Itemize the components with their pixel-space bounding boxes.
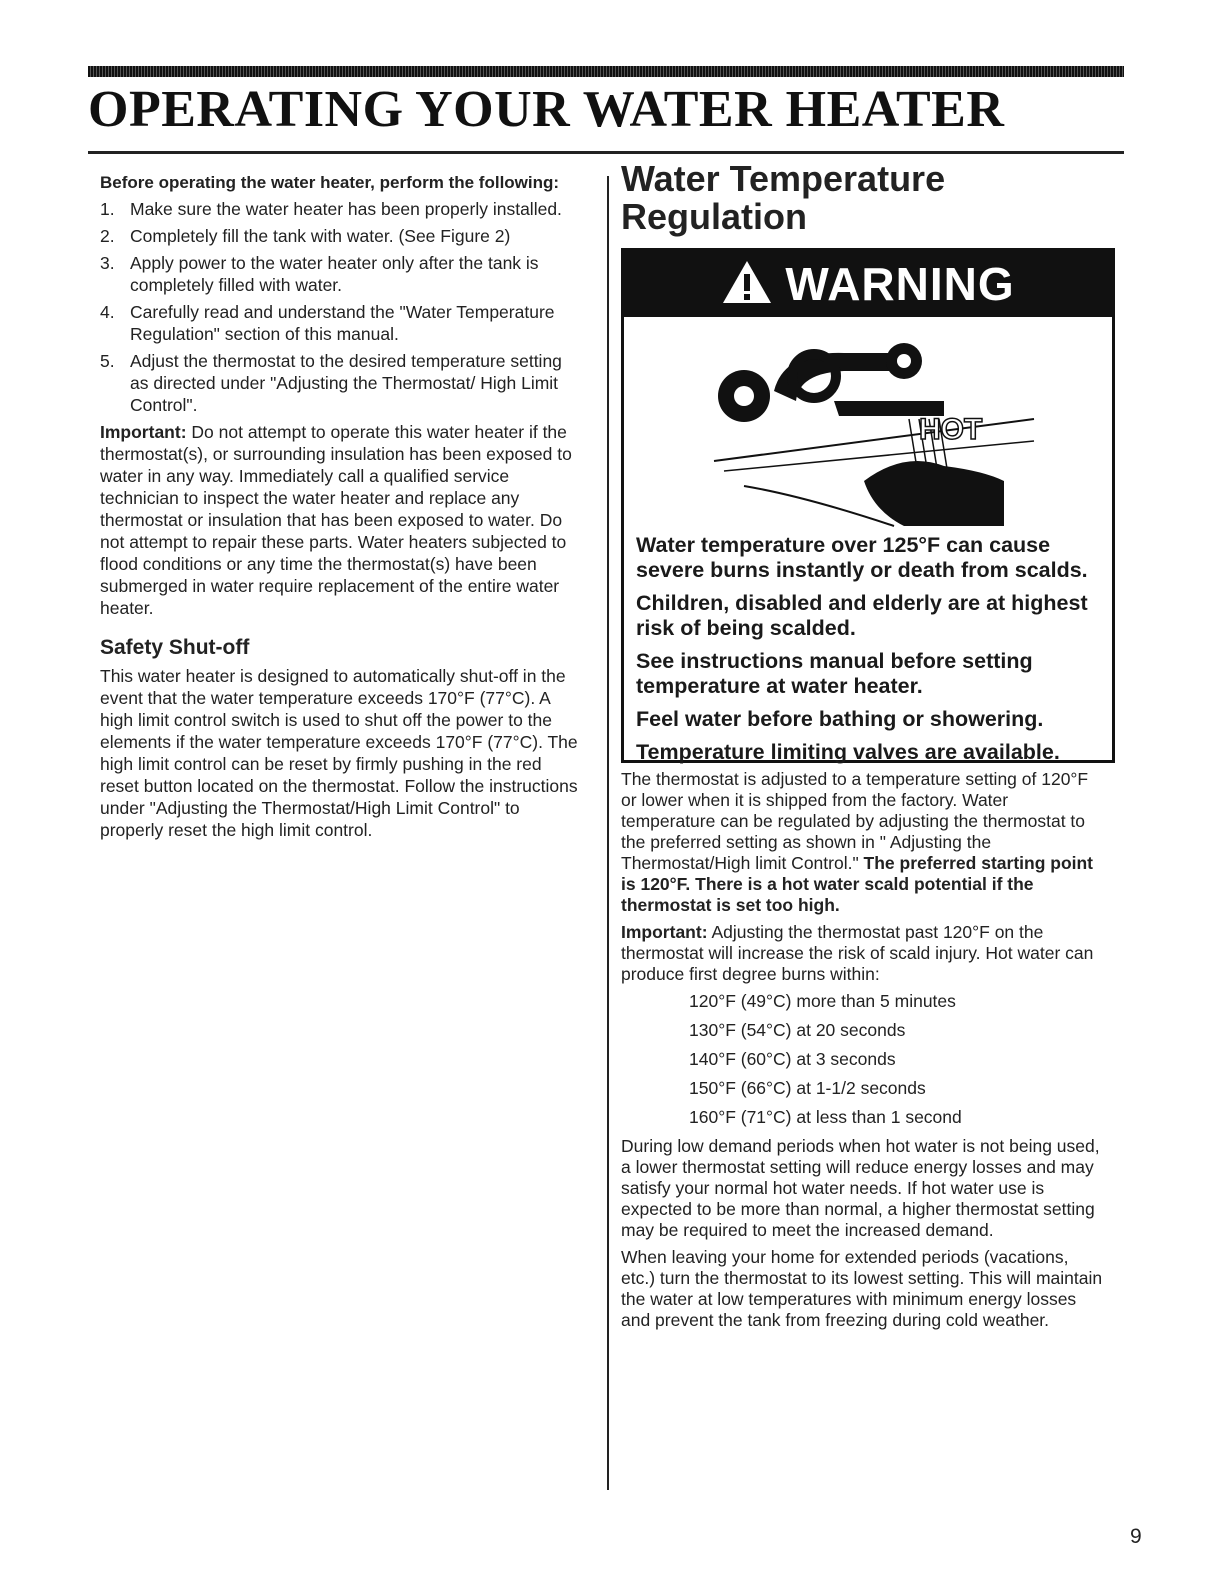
important-note bbox=[621, 922, 1105, 985]
steps-list bbox=[100, 198, 585, 416]
warning-line: Feel water before bathing or showering. bbox=[636, 707, 1044, 731]
section-title-line2: Regulation bbox=[621, 196, 807, 237]
warning-triangle-icon bbox=[721, 259, 773, 310]
step-text: Make sure the water heater has been properly installed. bbox=[130, 199, 562, 219]
safety-heading: Safety Shut-off bbox=[100, 636, 250, 659]
list-item: 140°F (60°C) at 3 seconds bbox=[689, 1049, 896, 1069]
list-item bbox=[100, 350, 585, 416]
important-text: Do not attempt to operate this water heater if the thermostat(s), or surrounding insulation has been exposed to water in any way. Immediately call a qualified service technician to inspect the water heater and replace any thermostat or insulation that has been exposed to water. Do not attempt to repair these parts. Water heaters subjected to flood conditions or any time the thermostat(s) have been submerged in water require replacement of the entire water heater. bbox=[100, 422, 572, 618]
section-title-line1: Water Temperature bbox=[621, 158, 946, 199]
step-text: Completely fill the tank with water. (See Figure 2) bbox=[130, 226, 511, 246]
important-note bbox=[100, 421, 585, 619]
list-item bbox=[100, 252, 585, 296]
safety-text: This water heater is designed to automatically shut-off in the event that the water temperature exceeds 170°F (77°C). A high limit control switch is used to shut off the power to the elements if the water temperature exceeds 170°F (77°C). The high limit control can be reset by firmly pushing in the red reset button located on the thermostat. Follow the instructions under "Adjusting the Thermostat/High Limit Control" to properly reset the high limit control. bbox=[100, 666, 578, 840]
warning-label: WARNING bbox=[785, 258, 1015, 310]
warning-messages bbox=[624, 533, 1112, 773]
warning-line: Water temperature over 125°F can cause severe burns instantly or death from scalds. bbox=[636, 533, 1088, 582]
important-text: Adjusting the thermostat past 120°F on the thermostat will increase the risk of scald injury. Hot water can produce first degree burns within: bbox=[621, 922, 1094, 984]
paragraph-text: The thermostat is adjusted to a temperature setting of 120°F or lower when it is shipped from the factory. Water temperature can be regulated by adjusting the thermostat to the preferred setting as shown in " Adjusting the Thermostat/High limit Control." bbox=[621, 769, 1089, 873]
title-rule bbox=[88, 151, 1124, 154]
warning-banner bbox=[624, 251, 1112, 317]
step-text: Adjust the thermostat to the desired temperature setting as directed under "Adjusting the Thermostat/ High Limit Control". bbox=[130, 351, 562, 415]
list-item bbox=[100, 198, 585, 220]
important-label: Important: bbox=[621, 922, 708, 942]
intro-heading: Before operating the water heater, perform the following: bbox=[100, 173, 560, 192]
scald-times-list bbox=[689, 991, 1105, 1128]
thermostat-paragraph bbox=[621, 769, 1105, 916]
warning-box bbox=[621, 248, 1115, 763]
step-number: 2. bbox=[100, 226, 115, 246]
important-label: Important: bbox=[100, 422, 187, 442]
warning-line: See instructions manual before setting temperature at water heater. bbox=[636, 649, 1033, 698]
regulation-text bbox=[621, 769, 1105, 1331]
vacation-paragraph: When leaving your home for extended periods (vacations, etc.) turn the thermostat to its lowest setting. This will maintain the water at low temperatures with minimum energy losses and prevent the tank from freezing during cold weather. bbox=[621, 1247, 1103, 1330]
step-number: 1. bbox=[100, 199, 115, 219]
list-item: 150°F (66°C) at 1-1/2 seconds bbox=[689, 1078, 926, 1098]
preferred-setting-text: The preferred starting point is 120°F. There is a hot water scald potential if the thermostat is set too high. bbox=[621, 853, 1094, 915]
page-number: 9 bbox=[1130, 1525, 1142, 1548]
top-rule bbox=[88, 66, 1124, 77]
warning-line: Temperature limiting valves are available. bbox=[636, 740, 1060, 764]
step-number: 4. bbox=[100, 302, 115, 322]
list-item bbox=[100, 225, 585, 247]
hot-label: HOT bbox=[919, 413, 983, 446]
low-demand-paragraph: During low demand periods when hot water is not being used, a lower thermostat setting will reduce energy losses and may satisfy your normal hot water needs. If hot water use is expected to be more than normal, a higher thermostat setting may be required to meet the increased demand. bbox=[621, 1136, 1100, 1240]
step-text: Carefully read and understand the "Water Temperature Regulation" section of this manual. bbox=[130, 302, 555, 344]
list-item: 160°F (71°C) at less than 1 second bbox=[689, 1107, 962, 1127]
faucet-hand-illustration bbox=[704, 331, 1044, 536]
step-number: 5. bbox=[100, 351, 115, 371]
step-text: Apply power to the water heater only after the tank is completely filled with water. bbox=[130, 253, 539, 295]
section-title bbox=[621, 160, 1105, 236]
left-column bbox=[100, 172, 585, 849]
list-item: 120°F (49°C) more than 5 minutes bbox=[689, 991, 956, 1011]
list-item bbox=[100, 301, 585, 345]
right-column bbox=[621, 160, 1105, 1337]
warning-line: Children, disabled and elderly are at highest risk of being scalded. bbox=[636, 591, 1088, 640]
page-title: OPERATING YOUR WATER HEATER bbox=[88, 81, 1005, 138]
column-divider bbox=[607, 176, 609, 1490]
step-number: 3. bbox=[100, 253, 115, 273]
list-item: 130°F (54°C) at 20 seconds bbox=[689, 1020, 906, 1040]
